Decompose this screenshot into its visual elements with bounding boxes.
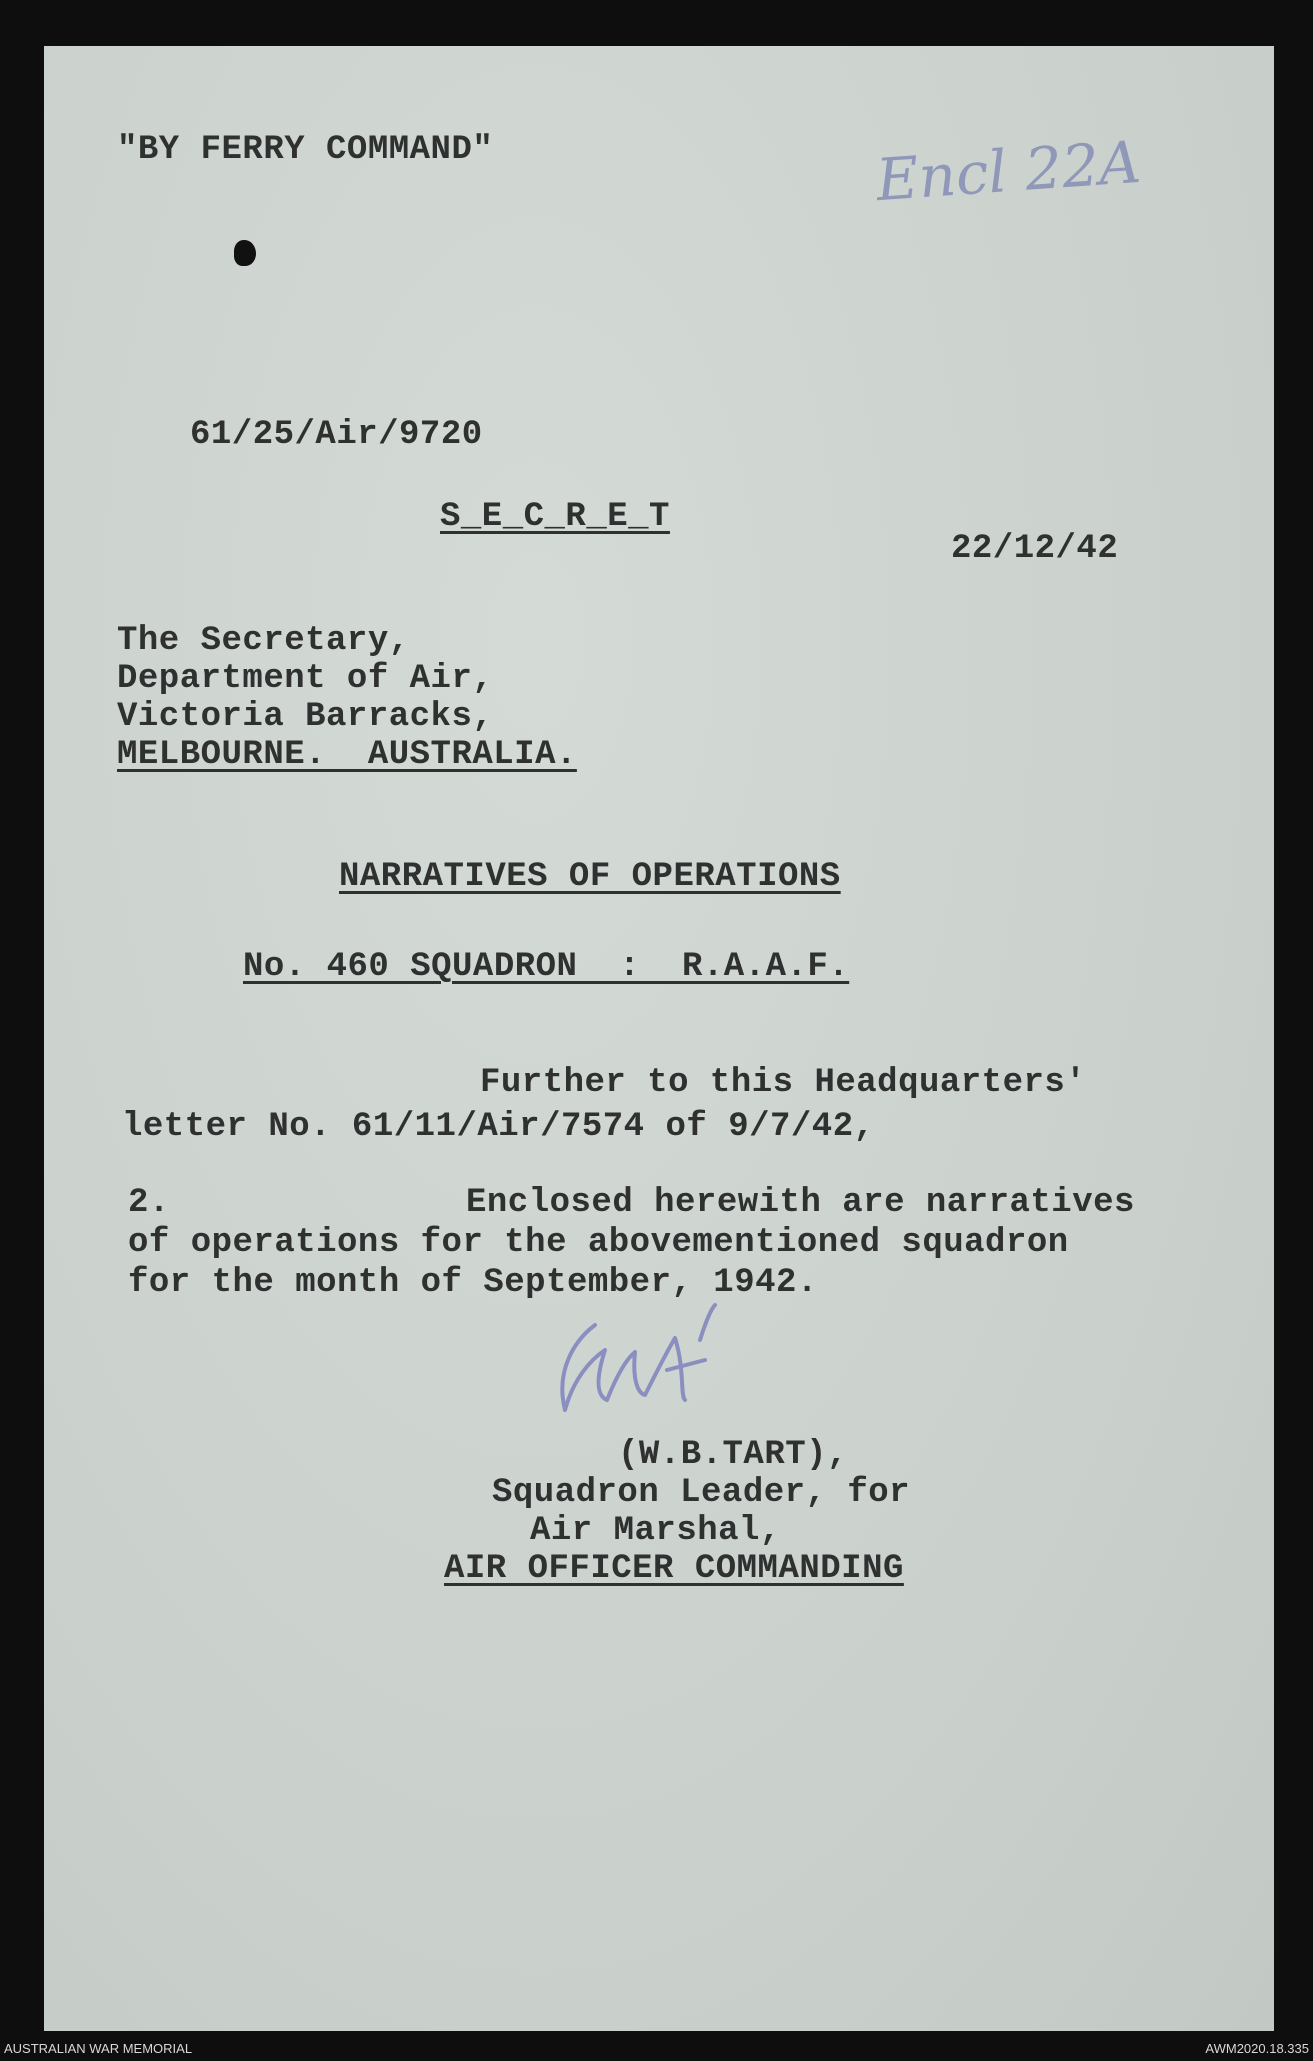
classification: S_E_C_R_E_T	[440, 498, 670, 536]
document-title: NARRATIVES OF OPERATIONS	[339, 858, 841, 896]
document-page	[44, 46, 1274, 2031]
header-line: "BY FERRY COMMAND"	[117, 131, 494, 169]
footer-right: AWM2020.18.335	[1205, 2041, 1309, 2056]
handwritten-annotation: Encl 22A	[873, 127, 1143, 215]
paragraph-line: of operations for the abovementioned squadron	[128, 1224, 1069, 1262]
signatory-name: (W.B.TART),	[618, 1436, 848, 1474]
address-line: The Secretary,	[117, 622, 410, 660]
address-line: Victoria Barracks,	[117, 698, 494, 736]
paragraph-line: Further to this Headquarters'	[480, 1064, 1087, 1102]
signature	[535, 1300, 835, 1440]
signatory-for: Air Marshal,	[530, 1512, 781, 1550]
document-subtitle: No. 460 SQUADRON : R.A.A.F.	[243, 948, 850, 986]
paragraph-number: 2.	[128, 1184, 170, 1222]
paragraph-line: Enclosed herewith are narratives	[466, 1184, 1135, 1222]
footer-left: AUSTRALIAN WAR MEMORIAL	[4, 2041, 193, 2056]
paragraph-line: for the month of September, 1942.	[128, 1264, 818, 1302]
signatory-office: AIR OFFICER COMMANDING	[444, 1550, 904, 1588]
reference-number: 61/25/Air/9720	[190, 416, 483, 454]
signatory-rank: Squadron Leader, for	[492, 1474, 911, 1512]
document-date: 22/12/42	[951, 530, 1119, 568]
address-line: Department of Air,	[117, 660, 494, 698]
address-line: MELBOURNE. AUSTRALIA.	[117, 736, 577, 774]
ink-blot	[234, 240, 256, 266]
paragraph-line: letter No. 61/11/Air/7574 of 9/7/42,	[122, 1108, 875, 1146]
